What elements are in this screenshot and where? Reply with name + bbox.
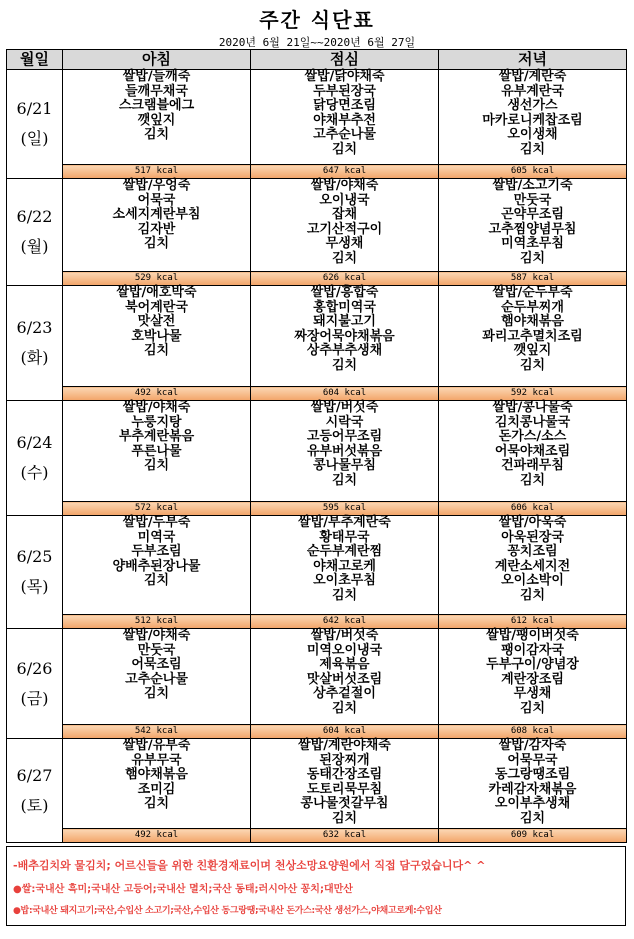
weekday-label: (일) bbox=[20, 129, 49, 148]
menu-item: 쌀밥/두부죽 bbox=[122, 515, 191, 530]
menu-item: 홍합미역국 bbox=[313, 299, 376, 315]
menu-item: 두부구이/양념장 bbox=[486, 657, 579, 673]
menu-item: 콩나물무침 bbox=[313, 458, 376, 474]
breakfast-kcal: 492 kcal bbox=[63, 829, 251, 843]
menu-item: 쌀밥/계란야채죽 bbox=[298, 738, 391, 753]
menu-item: 김치 bbox=[331, 587, 358, 603]
menu-item: 고추순나물 bbox=[313, 127, 376, 143]
menu-item: 무생채 bbox=[325, 236, 364, 252]
notes-box bbox=[6, 846, 626, 926]
dinner-kcal: 587 kcal bbox=[439, 272, 627, 286]
menu-item: 짜장어묵야채볶음 bbox=[294, 328, 395, 344]
breakfast-cell bbox=[63, 401, 251, 502]
date-label: 6/24 bbox=[16, 433, 53, 452]
menu-item: 김치 bbox=[143, 343, 170, 359]
menu-item: 고추순나물 bbox=[125, 671, 188, 687]
date-cell bbox=[7, 629, 63, 739]
menu-item: 김치 bbox=[519, 472, 546, 488]
breakfast-kcal: 492 kcal bbox=[63, 387, 251, 401]
menu-item: 쌀밥/버섯죽 bbox=[310, 628, 379, 643]
menu-item: 순두부계란찜 bbox=[306, 544, 383, 560]
menu-item: 만둣국 bbox=[137, 642, 176, 658]
lunch-kcal: 647 kcal bbox=[251, 165, 439, 179]
breakfast-cell bbox=[63, 179, 251, 272]
menu-item: 생선가스 bbox=[507, 98, 558, 114]
weekday-label: (수) bbox=[20, 463, 49, 482]
menu-item: 쌀밥/닭야채죽 bbox=[304, 69, 385, 84]
menu-item: 조미김 bbox=[137, 781, 176, 797]
menu-item: 쌀밥/계란죽 bbox=[498, 69, 567, 84]
date-cell bbox=[7, 516, 63, 629]
date-cell bbox=[7, 179, 63, 286]
menu-item: 김자반 bbox=[137, 221, 176, 237]
breakfast-cell bbox=[63, 739, 251, 829]
dinner-kcal: 609 kcal bbox=[439, 829, 627, 843]
dinner-cell bbox=[439, 401, 627, 502]
menu-item: 동그랑땡조림 bbox=[494, 767, 571, 783]
weekly-menu-table bbox=[6, 49, 627, 843]
menu-item: 김치 bbox=[331, 472, 358, 488]
lunch-cell bbox=[251, 70, 439, 165]
menu-item: 쌀밥/흥합죽 bbox=[310, 285, 379, 300]
menu-item: 만둣국 bbox=[513, 192, 552, 208]
menu-item: 두부된장국 bbox=[313, 83, 376, 99]
menu-item: 고등어무조림 bbox=[306, 429, 383, 445]
kcal-row bbox=[7, 615, 627, 629]
day-row bbox=[7, 401, 627, 502]
dinner-cell bbox=[439, 179, 627, 272]
menu-item: 카레감자채볶음 bbox=[488, 781, 577, 797]
menu-item: 닭당면조림 bbox=[313, 98, 376, 114]
menu-item: 쌀밥/유부죽 bbox=[122, 738, 191, 753]
breakfast-kcal: 512 kcal bbox=[63, 615, 251, 629]
date-cell bbox=[7, 739, 63, 843]
lunch-kcal: 604 kcal bbox=[251, 725, 439, 739]
date-range: 2020년 6월 21일~~2020년 6월 27일 bbox=[218, 36, 416, 49]
kcal-row bbox=[7, 165, 627, 179]
menu-item: 오이소박이 bbox=[501, 573, 564, 589]
lunch-kcal: 595 kcal bbox=[251, 502, 439, 516]
menu-item: 오이생채 bbox=[507, 127, 558, 143]
menu-item: 콩나물젓갈무침 bbox=[300, 796, 389, 812]
lunch-kcal: 626 kcal bbox=[251, 272, 439, 286]
day-row bbox=[7, 516, 627, 615]
table-header-row bbox=[7, 50, 627, 70]
menu-item: 계란소세지전 bbox=[494, 558, 571, 574]
dinner-kcal: 612 kcal bbox=[439, 615, 627, 629]
menu-item: 김치 bbox=[519, 587, 546, 603]
menu-item: 김치 bbox=[519, 250, 546, 266]
breakfast-cell bbox=[63, 286, 251, 387]
date-label: 6/25 bbox=[16, 547, 53, 566]
lunch-kcal: 632 kcal bbox=[251, 829, 439, 843]
menu-item: 양배추된장나물 bbox=[112, 558, 201, 574]
date-cell bbox=[7, 401, 63, 516]
menu-item: 순두부찌개 bbox=[501, 299, 564, 315]
lunch-cell bbox=[251, 401, 439, 502]
menu-item: 햄야채볶음 bbox=[125, 767, 188, 783]
lunch-cell bbox=[251, 629, 439, 725]
menu-item: 두부조림 bbox=[131, 544, 182, 560]
kcal-row bbox=[7, 387, 627, 401]
date-label: 6/26 bbox=[16, 658, 53, 678]
menu-item: 상추겉절이 bbox=[313, 686, 376, 702]
menu-item: 돈가스/소스 bbox=[498, 429, 567, 445]
note-kimchi: -배추김치와 물김치; 어르신들을 위한 친환경재료이며 천상소망요양원에서 직접 담구었습니다^ ^ bbox=[13, 859, 486, 872]
breakfast-cell bbox=[63, 516, 251, 615]
menu-item: 쌀밥/부추계란죽 bbox=[298, 515, 391, 530]
menu-item: 오이부추생채 bbox=[494, 796, 571, 812]
menu-item: 김치 bbox=[519, 141, 546, 157]
date-label: 6/22 bbox=[16, 207, 53, 226]
menu-item: 김치 bbox=[143, 796, 170, 812]
breakfast-cell bbox=[63, 70, 251, 165]
menu-item: 미역초무침 bbox=[501, 236, 564, 252]
menu-item: 어묵국 bbox=[137, 192, 176, 208]
menu-item: 김치 bbox=[331, 357, 358, 373]
date-label: 6/27 bbox=[16, 765, 53, 785]
dinner-cell bbox=[439, 739, 627, 829]
menu-item: 쌀밥/들깨죽 bbox=[122, 69, 191, 84]
menu-item: 김치 bbox=[143, 236, 170, 252]
date-label: 6/23 bbox=[16, 318, 53, 337]
menu-item: 김치 bbox=[143, 686, 170, 702]
menu-item: 맛살버섯조림 bbox=[306, 671, 383, 687]
lunch-cell bbox=[251, 516, 439, 615]
lunch-kcal: 642 kcal bbox=[251, 615, 439, 629]
menu-item: 유부계란국 bbox=[501, 83, 564, 99]
menu-item: 김치콩나물국 bbox=[494, 414, 571, 430]
menu-item: 상추부추생채 bbox=[306, 343, 383, 359]
menu-item: 쌀밥/버섯죽 bbox=[310, 400, 379, 415]
menu-item: 푸른나물 bbox=[131, 443, 182, 459]
menu-item: 김치 bbox=[519, 357, 546, 373]
menu-item: 야채고로케 bbox=[313, 558, 376, 574]
menu-item: 곤약무조림 bbox=[501, 207, 564, 223]
menu-item: 무생채 bbox=[513, 686, 552, 702]
menu-item: 쌀밥/야채죽 bbox=[122, 628, 191, 643]
header-breakfast: 아침 bbox=[63, 50, 251, 70]
weekday-label: (목) bbox=[20, 577, 49, 596]
date-cell bbox=[7, 286, 63, 401]
menu-item: 북어계란국 bbox=[125, 299, 188, 315]
menu-item: 쌀밥/콩나물죽 bbox=[492, 400, 573, 415]
menu-item: 스크램블에그 bbox=[118, 98, 195, 114]
menu-item: 김치 bbox=[143, 127, 170, 143]
dinner-kcal: 605 kcal bbox=[439, 165, 627, 179]
page-title: 주간 식단표 bbox=[259, 8, 375, 32]
menu-item: 미역국 bbox=[137, 529, 176, 545]
menu-item: 깻잎지 bbox=[513, 343, 552, 359]
dinner-cell bbox=[439, 70, 627, 165]
menu-item: 도토리묵무침 bbox=[306, 781, 383, 797]
header-lunch: 점심 bbox=[251, 50, 439, 70]
weekday-label: (금) bbox=[20, 688, 49, 708]
note-origin-rice: ●쌀:국내산 흑미;국내산 고등어;국내산 멸치;국산 동태;러시아산 꽁치;대만산 bbox=[13, 884, 353, 895]
lunch-cell bbox=[251, 739, 439, 829]
menu-item: 김치 bbox=[519, 700, 546, 716]
menu-item: 계란장조림 bbox=[501, 671, 564, 687]
menu-item: 김치 bbox=[143, 458, 170, 474]
menu-item: 어묵무국 bbox=[507, 752, 558, 768]
menu-item: 동태간장조림 bbox=[306, 767, 383, 783]
breakfast-kcal: 542 kcal bbox=[63, 725, 251, 739]
menu-item: 김치 bbox=[331, 141, 358, 157]
lunch-cell bbox=[251, 286, 439, 387]
menu-item: 쌀밥/야채죽 bbox=[122, 400, 191, 415]
menu-item: 김치 bbox=[331, 810, 358, 826]
menu-item: 미역오이냉국 bbox=[306, 642, 383, 658]
menu-item: 맛살전 bbox=[137, 314, 176, 330]
menu-item: 고추찜양념무침 bbox=[488, 221, 577, 237]
breakfast-kcal: 529 kcal bbox=[63, 272, 251, 286]
kcal-row bbox=[7, 502, 627, 516]
header-dinner: 저녁 bbox=[439, 50, 627, 70]
menu-item: 어묵야채조림 bbox=[494, 443, 571, 459]
menu-item: 황태무국 bbox=[319, 529, 370, 545]
day-row bbox=[7, 739, 627, 829]
menu-item: 쌀밥/아욱죽 bbox=[498, 515, 567, 530]
menu-item: 팽이감자국 bbox=[501, 642, 564, 658]
menu-item: 쌀밥/순두부죽 bbox=[492, 285, 573, 300]
dinner-kcal: 608 kcal bbox=[439, 725, 627, 739]
breakfast-kcal: 572 kcal bbox=[63, 502, 251, 516]
note-origin-meat: ●밥:국내산 돼지고기;국산,수입산 소고기;국산,수입산 동그랑땡;국내산 돈가스:국산 생선가스,야채고로케:수입산 bbox=[13, 906, 442, 916]
menu-item: 김치 bbox=[519, 810, 546, 826]
kcal-row bbox=[7, 725, 627, 739]
menu-item: 잡채 bbox=[331, 207, 358, 223]
day-row bbox=[7, 629, 627, 725]
menu-item: 쌀밥/야채죽 bbox=[310, 178, 379, 193]
day-row bbox=[7, 179, 627, 272]
date-cell bbox=[7, 70, 63, 179]
menu-item: 마카로니케찹조림 bbox=[482, 112, 583, 128]
breakfast-cell bbox=[63, 629, 251, 725]
menu-item: 오이초무침 bbox=[313, 573, 376, 589]
menu-item: 건파래무침 bbox=[501, 458, 564, 474]
menu-item: 쌀밥/우엉죽 bbox=[122, 178, 191, 193]
menu-item: 소세지계란부침 bbox=[112, 207, 201, 223]
menu-item: 깻잎지 bbox=[137, 112, 176, 128]
menu-item: 고기산적구이 bbox=[306, 221, 383, 237]
menu-item: 된장찌개 bbox=[319, 752, 370, 768]
menu-item: 제육볶음 bbox=[319, 657, 370, 673]
menu-item: 쌀밥/애호박죽 bbox=[116, 285, 197, 300]
menu-item: 김치 bbox=[331, 250, 358, 266]
day-row bbox=[7, 286, 627, 387]
menu-item: 김치 bbox=[331, 700, 358, 716]
day-row bbox=[7, 70, 627, 165]
menu-item: 아욱된장국 bbox=[501, 529, 564, 545]
menu-item: 유부버섯볶음 bbox=[306, 443, 383, 459]
menu-item: 쌀밥/팽이버섯죽 bbox=[486, 628, 579, 643]
header-date: 월일 bbox=[7, 50, 63, 70]
menu-item: 들깨무채국 bbox=[125, 83, 188, 99]
weekday-label: (월) bbox=[20, 237, 49, 256]
lunch-cell bbox=[251, 179, 439, 272]
weekday-label: (토) bbox=[20, 795, 49, 815]
menu-item: 꽈리고추멸치조림 bbox=[482, 328, 583, 344]
kcal-row bbox=[7, 829, 627, 843]
dinner-cell bbox=[439, 516, 627, 615]
dinner-kcal: 592 kcal bbox=[439, 387, 627, 401]
menu-item: 야채부추전 bbox=[313, 112, 376, 128]
menu-item: 돼지불고기 bbox=[313, 314, 376, 330]
dinner-cell bbox=[439, 286, 627, 387]
menu-item: 김치 bbox=[143, 573, 170, 589]
menu-item: 누룽지탕 bbox=[131, 414, 182, 430]
dinner-kcal: 606 kcal bbox=[439, 502, 627, 516]
weekday-label: (화) bbox=[20, 348, 49, 367]
menu-item: 쌀밥/감자죽 bbox=[498, 738, 567, 753]
menu-item: 시락국 bbox=[325, 414, 364, 430]
menu-item: 부추계란볶음 bbox=[118, 429, 195, 445]
breakfast-kcal: 517 kcal bbox=[63, 165, 251, 179]
menu-item: 오이냉국 bbox=[319, 192, 370, 208]
menu-item: 유부무국 bbox=[131, 752, 182, 768]
kcal-row bbox=[7, 272, 627, 286]
dinner-cell bbox=[439, 629, 627, 725]
menu-item: 꽁치조림 bbox=[507, 544, 558, 560]
menu-item: 햄야채볶음 bbox=[501, 314, 564, 330]
date-label: 6/21 bbox=[16, 99, 53, 118]
menu-item: 어묵조림 bbox=[131, 657, 182, 673]
menu-item: 쌀밥/소고기죽 bbox=[492, 178, 573, 193]
lunch-kcal: 604 kcal bbox=[251, 387, 439, 401]
menu-item: 호박나물 bbox=[131, 328, 182, 344]
